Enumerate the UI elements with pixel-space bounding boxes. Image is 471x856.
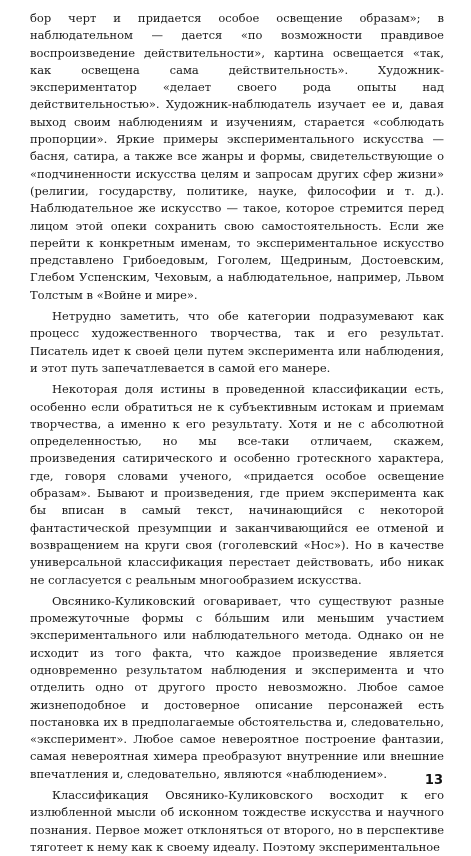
paragraph-2: Нетрудно заметить, что обе категории подразумевают как процесс художественного творчества, так и его результат. Писатель идет к своей цели путем эксперимента или наблюдения, и этот путь запечатлевается в самой его манере. [30,309,444,375]
page-body [30,10,444,854]
paragraph-3: Некоторая доля истины в проведенной классификации есть, особенно если обратиться не к субъективным истокам и приемам творчества, а именно к его результату. Хотя и не с абсолютной определенностью, но мы все-таки отличаем, скажем, произведения сатирического и особенно гротескного характера, где, говоря словами ученого, «придается особое освещение образам». Бывают и произведения, где прием эксперимента как бы вписан в самый текст, начинающийся с некоторой фантастической презумпции и заканчивающийся ее отменой и возвращением на круги своя (гоголевский «Нос»). Но в качестве универсальной классификация перестает действовать, ибо никак не согласуется с реальным многообразием искусства. [30,382,444,587]
paragraph-5: Классификация Овсянико-Куликовского восходит к его излюбленной мысли об исконном тождестве искусства и научного познания. Первое может отклоняться от второго, но в перспективе тяготеет к нему как к своему идеалу. Поэтому экспериментальное [30,788,444,854]
paragraph-4: Овсянико-Куликовский оговаривает, что существуют разные промежуточные формы с бóльшим или меньшим участием экспериментального или наблюдательного метода. Однако он не исходит из того факта, что каждое произведение является одновременно результатом наблюдения и эксперимента и что отделить одно от другого просто невозможно. Любое самое жизнеподобное и достоверное описание персонажей есть постановка их в предполагаемые обстоятельства и, следовательно, «эксперимент». Любое самое невероятное построение фантазии, самая невероятная химера преобразуют внутренние или внешние впечатления и, следовательно, являются «наблюдением». [30,593,444,781]
page-number: 13 [424,773,443,788]
paragraph-1: бор черт и придается особое освещение образам»; в наблюдательном — дается «по возможности правдивое воспроизведение действительности», картина освещается «так, как освещена сама действительность». Художник-экспериментатор «делает своего рода опыты над действительностью». Художник-наблюдатель изучает ее и, давая выход своим наблюдениям и изучениям, старается «соблюдать пропорции». Яркие примеры экспериментального искусства — басня, сатира, а также все жанры и формы, свидетельствующие о «подчиненности искусства целям и запросам других сфер жизни» (религии, государству, политике, науке, философии и т. д.). Наблюдательное же искусство — такое, которое стремится перед лицом этой опеки сохранить свою самостоятельность. Если же перейти к конкретным именам, то экспериментальное искусство представлено Грибоедовым, Гоголем, Щедриным, Достоевским, Глебом Успенским, Чеховым, а наблюдательное, например, Львом Толстым в «Войне и мире». [30,11,444,302]
